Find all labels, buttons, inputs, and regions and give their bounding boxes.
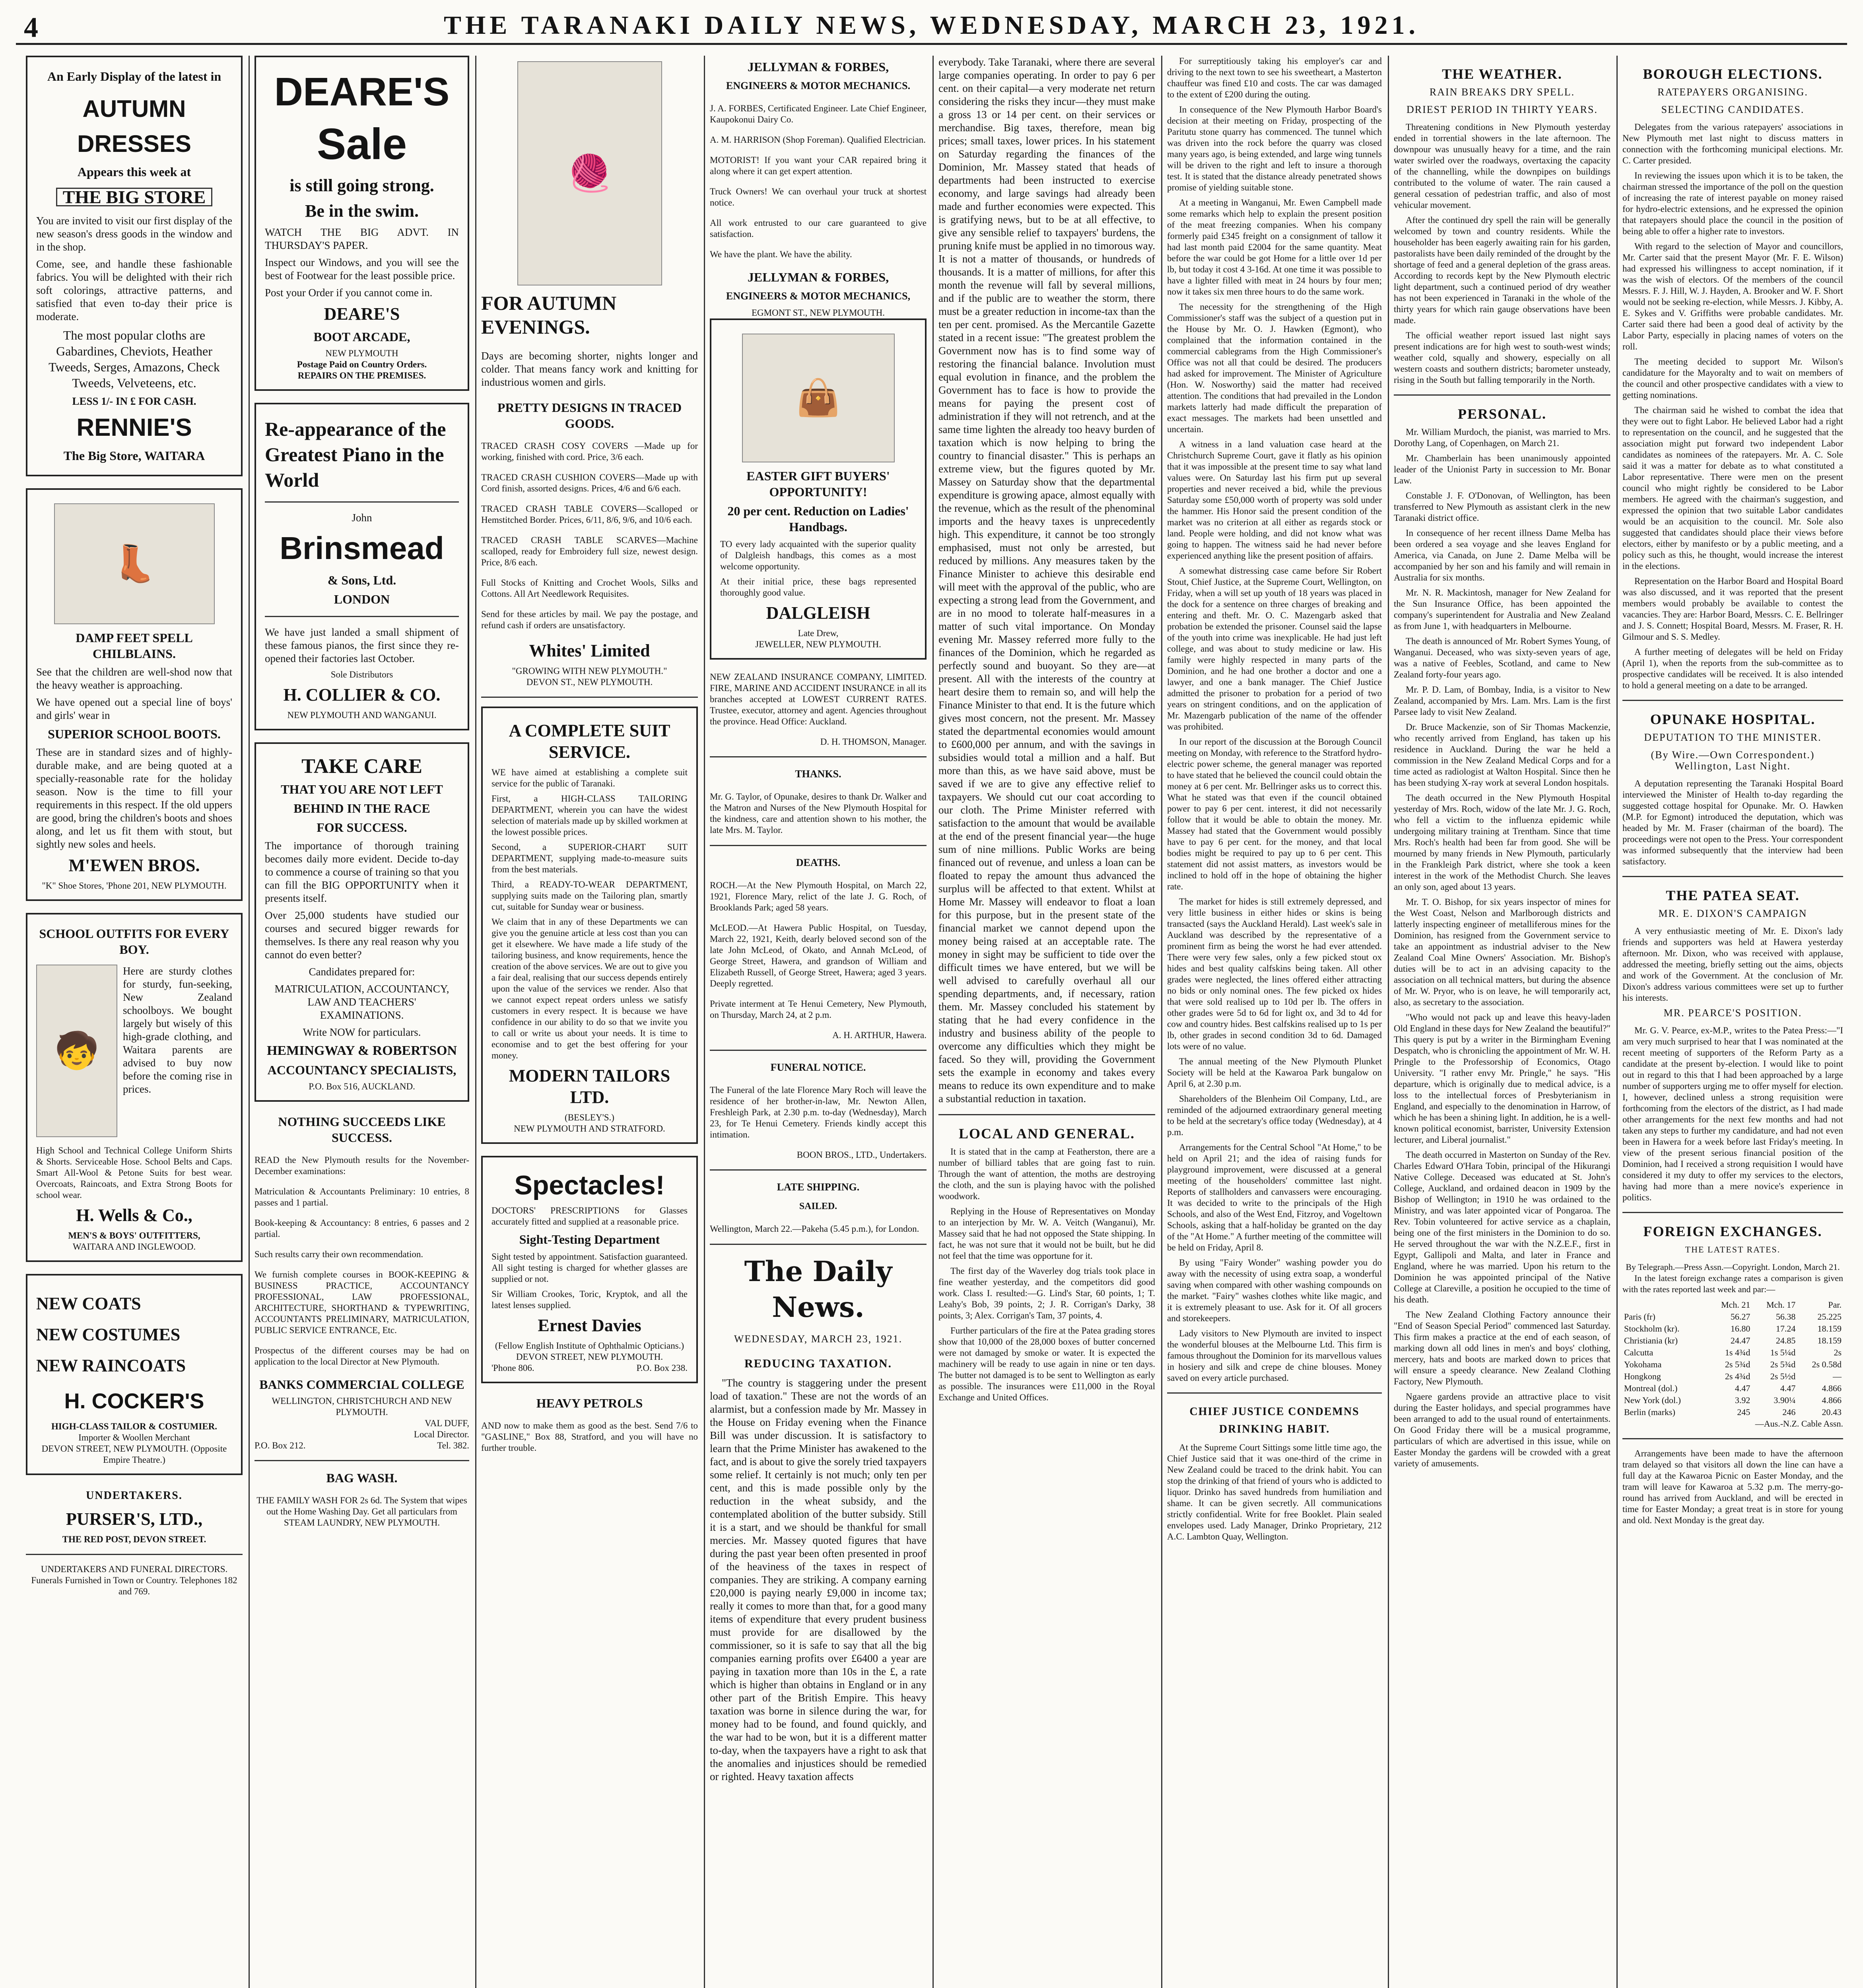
article-body: The death occurred in Masterton on Sunday of the Rev. Charles Edward O'Hara Tobin, principal of the Hikurangi Native College. Deceased was educated at St. John's College, Auckland, and ordained deacon in 1909 by the Bishop of Wellington; in 1910 he was ordained to the Ministry, and was later appointed vicar of Pongaroa. The Rev. Tobin volunteered for active service as a chaplain, being one of the first ministers in the Dominion to do so. He served throughout the war with the N.Z.E.F., first in Egypt, Gallipoli and Malta, and later in France and England, where he was married. Upon his return to the Dominion he was appointed principal of the Native College at Clareville, a position he occupied to the time of his death. [1394, 1150, 1610, 1305]
article-body: A further meeting of delegates will be held on Friday (April 1), when the reports from the sub-committee as to prospective candidates will be received. It is also intended to hold a general meeting on a date to be arranged. [1622, 647, 1843, 690]
article-body: With regard to the selection of Mayor and councillors, Mr. Carter said that the present Mayor (Mr. F. E. Wilson) had expressed his willingness to accept nomination, if it was the wish of electors. Of the members of the council Messrs. F. J. Hill, W. J. Hayden, A. Brooker and W. F. Short would not be seeking re-election, while Messrs. J. Kibby, A. E. Sykes and V. Griffiths were probable candidates. Mr. Carter said there had been a good deal of activity by the Labor Party, especially in placing names of voters on the roll. [1622, 241, 1843, 351]
notice-signature: D. H. THOMSON, Manager. [820, 737, 927, 747]
section-subheading: MR. E. DIXON'S CAMPAIGN [1658, 908, 1807, 919]
ad-body: THE FAMILY WASH FOR 2s 6d. The System that wipes out the Home Washing Day. Get all particulars from STEAM LAUNDRY, NEW PLYMOUTH. [256, 1495, 467, 1528]
ad-body: We have the plant. We have the ability. [710, 249, 852, 259]
firm-address: NEW PLYMOUTH [325, 348, 398, 358]
article-body: Ngaere gardens provide an attractive place to visit during the Easter holidays, and special programmes have been arranged to add to the usual round of entertainments. On Good Friday there will be a musical programme, particulars of which are advertised in this issue, while on Easter Monday the gardens will be crowded with a great variety of amusements. [1394, 1392, 1610, 1468]
ad-headline: THAT YOU ARE NOT LEFT [281, 782, 443, 796]
ad-text: Sole Distributors [330, 670, 393, 679]
firm-sub: (BESLEY'S.) [565, 1112, 614, 1122]
article-body: Mr. N. R. Mackintosh, manager for New Zealand for the Sun Insurance Office, has been appointed the company's superintendent for Australia and New Zealand as from June 1, with headquarters in Melbourne. [1394, 588, 1610, 631]
firm-address: DEVON STREET, NEW PLYMOUTH. [516, 1352, 663, 1362]
article-body: The annual meeting of the New Plymouth Plunket Society will be held at the Kawaroa Park bungalow on April 6, at 2.30 p.m. [1167, 1056, 1382, 1089]
ernest-davies-ad [481, 1156, 698, 1383]
newspaper-title: THE TARANAKI DAILY NEWS, WEDNESDAY, MARCH 23, 1921. [443, 11, 1420, 40]
notice-heading: DEATHS. [796, 857, 841, 868]
table-row: Yokohama 2s 5¾d 2s 5¾d 2s 0.58d [1624, 1359, 1842, 1369]
ad-body: Third, a READY-TO-WEAR DEPARTMENT, supplying suits made on the Tailoring plan, smartly cut, suitable for Sunday wear or business. [491, 879, 688, 912]
firm-address: EGMONT ST., NEW PLYMOUTH. [751, 308, 885, 318]
firm-sub: MEN'S & BOYS' OUTFITTERS, [68, 1231, 200, 1241]
section-subheading: DRIEST PERIOD IN THIRTY YEARS. [1406, 104, 1598, 115]
article-body: Constable J. F. O'Donovan, of Wellington, has been transferred to New Plymouth as assistant clerk in the new Taranaki district office. [1394, 491, 1610, 523]
notice-body: Mr. G. Taylor, of Opunake, desires to thank Dr. Walker and the Matron and Nurses of the New Plymouth Hospital for the kindness, care and attention shown to his mother, the late Mrs. M. Taylor. [710, 792, 927, 835]
list-item: TRACED CRASH TABLE COVERS—Scalloped or Hemstitched Border. Prices, 6/11, 8/6, 9/6, and 10/6 each. [481, 504, 698, 525]
ad-headline: Sight-Testing Department [519, 1232, 660, 1246]
heavy-petrols-ad [481, 1395, 698, 1454]
firm-name: H. Wells & Co., [76, 1206, 192, 1225]
article-body: Mr. Chamberlain has been unanimously appointed leader of the Unionist Party in succession to Mr. Bonar Law. [1394, 453, 1610, 485]
firm-address: P.O. Box 516, AUCKLAND. [309, 1081, 415, 1091]
ad-headline: DEARE'S [274, 70, 450, 114]
schoolboy-illustration-icon: 🧒 [36, 965, 117, 1137]
table-header: Mch. 21 [1721, 1300, 1750, 1310]
ad-body: We claim that in any of these Departments we can give you the genuine article at less cost than you can get it elsewhere. We have made a life study of the tailoring business, and know requirements, hence the creation of the above services. We are out to give you a fair deal, realising that our success depends entirely upon the value of the services we render. Also that we cannot expect repeat orders unless we satisfy customers in every respect. It is because we have confidence in our ability to do so that we invite you to call or write us about your needs. It is time to economise and to get the best offering for your money. [491, 917, 688, 1060]
mcewen-ad [26, 488, 243, 901]
ad-headline: A COMPLETE SUIT SERVICE. [509, 721, 670, 762]
firm-tagline: The Big Store, WAITARA [63, 448, 205, 463]
ad-headline: DRESSES [77, 130, 191, 157]
ad-headline: Spectacles! [514, 1170, 665, 1200]
ad-body: WE have aimed at establishing a complete suit service for the public of Taranaki. [491, 767, 688, 788]
ad-body: Second, a SUPERIOR-CHART SUIT DEPARTMENT, supplying made-to-measure suits from the best materials. [491, 842, 688, 874]
ad-headline: BAG WASH. [326, 1471, 398, 1485]
ad-body: A. M. HARRISON (Shop Foreman). Qualified Electrician. [710, 135, 926, 145]
ad-body: We have just landed a small shipment of these famous pianos, the first since they re-opened their factories last October. [265, 626, 459, 664]
ad-text: LONDON [334, 592, 390, 606]
ad-body: These are in standard sizes and of highly-durable make, and are being quoted at a specially-reasonable rate for the holiday season. Now is the time to fill your requirements in this respect. If the old uppers are good, bring the children's boots and shoes along, and let us fit them with stout, but sightly new soles and heels. [36, 746, 232, 850]
article-body: In consequence of her recent illness Dame Melba has been ordered a sea voyage and she leaves England for America, via Canada, on June 2. Dame Melba will be accompanied by her son and his family and will remain in Australia for six months. [1394, 528, 1610, 582]
ad-body: Such results carry their own recommendation. [254, 1249, 423, 1259]
column-rule [704, 56, 705, 1988]
article-body: The first day of the Waverley dog trials took place in fine weather yesterday, and the competitors did good work. Class I. resulted:—G. Lind's Star, 60 points, 1; T. Leahy's Bob, 39 points, 2; J. R. Corrigan's Darky, 38 points, 3; Alex. Corrigan's Tam, 37 points, 4. [938, 1266, 1155, 1320]
article-body: In our report of the discussion at the Borough Council meeting on Monday, with reference to the Stratford hydro-electric power scheme, the general manager was reported to have stated that he believed the council could obtain the money at 6 per cent. Mr. Bellringer asks us to correct this. What he stated was that even if the council obtained power to pay 6 per cent. interest, it did not necessarily follow that it would be able to obtain the money. Mr. Massey had stated that the Government would possibly have to pay 6 per cent. for the money, and that local bodies might be required to pay up to 6 per cent. This statement did not assist matters, as investors would be inclined to hold off in the hope of obtaining the higher rate. [1167, 737, 1382, 891]
article-body: A deputation representing the Taranaki Hospital Board interviewed the Minister of Health to-day regarding the suggested cottage hospital for Opunake. Mr. O. Hawken (M.P. for Egmont) introduced the deputation, which was headed by Mr. M. Fraser (chairman of the board). The proceedings were not open to the Press. Your correspondent was informed subsequently that the interview had been satisfactory. [1622, 779, 1843, 866]
notice-body: Private interment at Te Henui Cemetery, New Plymouth, on Thursday, March 24, at 2 p.m. [710, 999, 927, 1020]
ad-body: Post your Order if you cannot come in. [265, 287, 433, 299]
deare-ad [254, 56, 469, 391]
ad-body: Book-keeping & Accountancy: 8 entries, 6 passes and 2 partial. [254, 1218, 469, 1239]
section-subheading: MR. PEARCE'S POSITION. [1663, 1007, 1802, 1019]
article-body: A somewhat distressing case came before Sir Robert Stout, Chief Justice, at the Supreme Court, Wellington, on Friday, when a will set up youth of 18 years was placed in the dock for a sentence on three charges of breaking and entering and theft. Mr. O. C. Mazengarb asked that probation be extended the prisoner. Counsel said the lapse of the youth into crime was inexplicable. He had just left college, and was about to study medicine or law. His family were highly respected in many parts of the Dominion, and he had one brother a doctor and one a lawyer, and one a bank manager. The Chief Justice admitted the prisoner to probation for a period of two years on stringent conditions, and on the application of Mr. Mazengarb publication of the name of the offender was prohibited. [1167, 566, 1382, 732]
article-body: In consequence of the New Plymouth Harbor Board's decision at their meeting on Friday, prospecting of the Paritutu stone quarry has commenced. The tunnel which was driven into the rock before the quarry was closed many years ago, is being extended, and large wing tunnels will be driven to the right and left to insure a thorough test. It is stated that the distance already penetrated shows promise of yielding suitable stone. [1167, 105, 1382, 192]
firm-sub: Late Drew, [798, 628, 839, 638]
firm-name: DEARE'S [324, 304, 400, 324]
ad-body: At their initial price, these bags represented thoroughly good value. [720, 577, 916, 598]
section-subheading: DEPUTATION TO THE MINISTER. [1644, 732, 1822, 743]
firm-address: JEWELLER, NEW PLYMOUTH. [755, 639, 881, 649]
ad-body: Full Stocks of Knitting and Crochet Wools, Silks and Cottons. All Art Needlework Requisites. [481, 578, 698, 599]
firm-sub: BOOT ARCADE, [313, 330, 410, 344]
article-body: At a meeting in Wanganui, Mr. Ewen Campbell made some remarks which help to explain the present position of the meat freezing companies. When his company formerly paid £345 freight on a consignment of tallow it had last month paid £2004 for the same quantity. Meat before the war could be got Home for a little over 1d per lb, but today it cost 4 3-16d. At one time it was possible to have a lighter filled with meat in 24 hours by four men; now it takes six men three hours to do the same work. [1167, 198, 1382, 297]
article-body: It is stated that in the camp at Featherston, there are a number of billiard tables that are going fast to ruin. Through the want of attention, the moths are destroying the cloth, and the sun is playing havoc with the polished woodwork. [938, 1147, 1155, 1201]
column-rule [1161, 56, 1162, 1988]
cocker-ad [26, 1274, 243, 1475]
exchange-table [1622, 1299, 1843, 1418]
ad-body: Candidates prepared for: [309, 966, 415, 978]
column-5 [938, 56, 1155, 1988]
ad-headline: NEW COSTUMES [36, 1325, 181, 1344]
ad-body: J. A. FORBES, Certificated Engineer. Late Chief Engineer, Kaupokonui Dairy Co. [710, 103, 927, 124]
firm-address: NEW PLYMOUTH AND STRATFORD. [514, 1124, 665, 1134]
firm-sub: (Fellow English Institute of Ophthalmic Opticians.) [495, 1341, 684, 1351]
collier-ad [254, 403, 469, 730]
firm-name: PURSER'S, LTD., [66, 1509, 203, 1529]
ad-body: The importance of thorough training becomes daily more evident. Decide to-day to commence a course of training so that you can fill the BIG OPPORTUNITY when it presents itself. [265, 840, 459, 904]
firm-sub: ACCOUNTANCY SPECIALISTS, [267, 1063, 457, 1077]
list-item: TRACED CRASH CUSHION COVERS—Made up with Cord finish, assorted designs. Prices, 4/6 and 6/6 each. [481, 472, 698, 493]
firm-name: MODERN TAILORS LTD. [509, 1066, 670, 1107]
firm-note: Postage Paid on Country Orders. [297, 359, 427, 369]
ad-body: We have opened out a special line of boys' and girls' wear in [36, 696, 232, 721]
ad-body: MOTORIST! If you want your CAR repaired bring it along where it can get expert attention. [710, 155, 927, 176]
ad-body: TO every lady acquainted with the superior quality of Dalgleish handbags, this comes as a most welcome opportunity. [720, 539, 916, 571]
article-body: The chairman said he wished to combat the idea that they were out to fight Labor. He believed Labor had a right to representation on the council, and he suggested that the association might put forward two independent Labor candidates as nominees of the ratepayers. Mr. A. C. Sole said it was a matter for debate as to what constituted a Labor representative. There were men on the present council who might rightly be considered to be Labor members. He agreed with the chairman's suggestion, and expressed the opinion that two suitable Labor candidates would be an acquisition to the council. Mr. Sole also suggested that candidates should place their views before electors, either by manifesto or by a public meeting, and a policy such as this, he thought, would increase the interest in the elections. [1622, 405, 1843, 571]
ad-body: You are invited to visit our first display of the new season's dress goods in the window and in the shop. [36, 215, 232, 253]
firm-sub: ENGINEERS & MOTOR MECHANICS, [726, 290, 911, 302]
boot-illustration-icon: 👢 [54, 503, 215, 624]
jellyman-ad [710, 59, 927, 318]
section-heading: LOCAL AND GENERAL. [958, 1126, 1135, 1142]
article-body: A witness in a land valuation case heard at the Christchurch Supreme Court, gave it flatly as his opinion that it was impossible at the present time to say what land values were. On Saturday last his firm put up several properties and never received a bid, while the previous Saturday some £50,000 worth of property was sold under the hammer. His Honor said the present condition of the market was no criterion at all either as regards stock or land. People were holding, and did not know what was going to happen. The witness said he had never before experienced anything like the present position of affairs. [1167, 439, 1382, 561]
firm-name: BANKS COMMERCIAL COLLEGE [259, 1377, 464, 1392]
ad-body: Come, see, and handle these fashionable fabrics. You will be delighted with their rich soft colorings, attractive patterns, and satisfied that even to-day their price is moderate. [36, 258, 232, 322]
ad-body: DOCTORS' PRESCRIPTIONS for Glasses accurately fitted and supplied at a reasonable price. [491, 1206, 688, 1227]
ad-body: Inspect our Windows, and you will see the best of Footwear for the least possible price. [265, 256, 459, 282]
article-body: "The country is staggering under the present load of taxation." These are not the words of an alarmist, but a confession made by Mr. Massey in the House on Friday evening when the Finance Bill was under discussion. It is satisfactory to learn that the Prime Minister has awakened to the fact, and is about to give the sorely tried taxpayers some relief. It certainly is not much; only ten per cent, and this is made possible only by the reduction in the wheat subsidy, and the contemplated abolition of the butter subsidy. Still it is a start, and we should be thankful for small mercies. Mr. Massey quoted figures that have during the past year been often presented in proof of the heaviness of the taxes in respect of companies. They are striking. A company earning £20,000 is paying nearly £9,000 in income tax; really it comes to more than that, for a good many items of expenditure that every prudent business must provide for are disallowed by the commissioner, so it is safe to say that all the big companies earning profits over £6400 a year are paying in taxation more than 10s in the £, a rate which is higher than obtains in England or in any other part of the British Empire. This heavy taxation was borne in silence during the war, for money had to be found, and found quickly, and the war had to be won, but it is a different matter to-day, when the taxpayers have a right to ask that the anomalies and injustices should be remedied or righted. Heavy taxation affects [710, 1377, 927, 1782]
ad-headline: JELLYMAN & FORBES, [747, 60, 889, 74]
table-header: Mch. 17 [1766, 1300, 1796, 1310]
ad-body: High School and Technical College Uniform Shirts & Shorts. Serviceable Hose. School Belts and Caps. Smart All-Wool & Petone Suits for best wear. Overcoats, Raincoats, and Extra Strong Boots for school wear. [36, 1145, 232, 1200]
column-2 [254, 56, 469, 1988]
article-body: everybody. Take Taranaki, where there are several large companies operating. In order to pay 6 per cent. on their capital—a very moderate net return considering the risks they incur—they must make a gross 13 or 14 per cent. on their services or merchandise. Big taxes, therefore, mean big prices; small taxes, lower prices. In his statement on Saturday regarding the finances of the Dominion, Mr. Massey stated that heads of departments had been instructed to exercise economy, and large savings had already been made and further economies were expected. This is gratifying news, but to be at all effective, to give any sensible relief to taxpayers' burdens, the pruning knife must be applied in no timorous way. It is not a matter of thousands, or hundreds of thousands. It is a matter of millions, for after this month the revenue will fall by several millions, and if the public are to weather the storm, there must be a greater reduction in income-tax than the ten per cent. promised. As the Mercantile Gazette stated in a recent issue: "The greatest problem the Government now has is to find some way of restoring the financial balance. Involution must equal evolution in finance, and the problem the Government has to face is how to provide the means for paying the present cost of administration if they will not retrench, and at the same time lighten the already too heavy burden of taxation which is now helping to bring the country to financial disaster." This is perhaps an extreme view, but the figures quoted by Mr. Massey on Saturday show that the departmental expenditure is growing apace, almost equally with the revenue, which as the result of the phenominal imports and the heavy taxes is unprecedently high. This expenditure, it cannot be too strongly emphasised, must not only be arrested, but reduced by millions. Any measures taken by the Finance Minister to achieve this desirable end will meet with the approval of the public, who are expecting a strong lead from the Government, and are in no mood to tolerate half-measures in a matter of such vital importance. On Monday evening Mr. Massey referred more fully to the finances of the Dominion, which he regarded as perfectly sound and buoyant. So they are—at present. All with the interests of the country at heart desire them to remain so, and will help the Finance Minister to that end. It is the future which gives most concern, not the present. Mr. Massey stated the departmental economies would amount to £600,000 per annum, and with the savings in subsidies would total a million and a half. But more than this, as we have said above, must be saved if we are to give any effective relief to taxpayers. We should cut our coat according to our cloth. The Prime Minister referred with satisfaction to the amount that would be available at the end of the present financial year—the huge sum of nine millions. Public Works are being financed out of revenue, and unless a loan can be floated to repay the amount thus advanced the surplus will be affected to that extent. Whilst at Home Mr. Massey will endeavor to float a loan for this purpose, but in the present state of the financial market we cannot depend upon the money being raised at an acceptable rate. The money in sight may be sufficient to tide over the difficult times we have entered, but we will be well advised to carefully overhaul all our spending departments, and, if necessary, ration them. Mr. Massey concluded his statement by stating that he had every confidence in the industry and business ability of the people to overcome any difficulties which they might be faced. So they will, providing the Government sets the example in economy and takes every means to reduce its own expenditure and to make a substantial reduction in taxation. [938, 56, 1155, 1105]
banks-ad [254, 1114, 469, 1451]
whites-ad [481, 61, 698, 688]
article-body: The death is announced of Mr. Robert Symes Young, of Wanganui. Deceased, who was sixty-seven years of age, was a native of Feebles, Scotland, and came to New Zealand forty-four years ago. [1394, 636, 1610, 679]
firm-phone: 'Phone 806. [491, 1363, 534, 1373]
dateline: By Telegraph.—Press Assn.—Copyright. London, March 21. [1626, 1262, 1840, 1272]
table-row: Hongkong 2s 4¾d 2s 5½d — [1624, 1371, 1842, 1381]
article-body: Mr. William Murdoch, the pianist, was married to Mrs. Dorothy Lang, of Copenhagen, on March 21. [1394, 427, 1610, 448]
dateline: (By Wire.—Own Correspondent.) Wellington, Last Night. [1651, 749, 1815, 772]
ad-intro: An Early Display of the latest in [47, 69, 221, 83]
article-body: After the continued dry spell the rain will be generally welcomed by town and country residents. While the householder has been eagerly awaiting rain for his garden, pastoralists have been daily reminded of the drought by the shortage of feed and a general depletion of the grass areas. According to records kept by the New Plymouth electric light department, such a continued period of dry weather has not been experienced in Taranaki in the whole of the thirty years for which rain gauge observations have been made. [1394, 215, 1610, 325]
ad-body: READ the New Plymouth results for the November-December examinations: [254, 1155, 469, 1176]
ad-body: WATCH THE BIG ADVT. IN THURSDAY'S PAPER. [265, 226, 459, 251]
article-body: Arrangements for the Central School "At Home," to be held on April 21; and the idea of raising funds for playground improvement, were discussed at a general meeting of the householders' committee last night. Reports of stallholders and canvassers were encouraging. It was decided to write to the principals of the High Schools, and also of the West End, Fitzroy, and Vogeltown Schools, asking that a half-holiday be granted on the day of the "At Home." A further meeting of the committee will be held on Friday, April 8. [1167, 1142, 1382, 1252]
article-body: Lady visitors to New Plymouth are invited to inspect the wonderful blouses at the Melbourne Ltd. This firm is famous throughout the Dominion for its marvellous values in hosiery and silk and crepe de chine blouses. Money saved on every article purchased. [1167, 1328, 1382, 1383]
firm-sub: "GROWING WITH NEW PLYMOUTH." [512, 666, 667, 676]
article-body: For surreptitiously taking his employer's car and driving to the next town to see his sweetheart, a Masterton chauffeur was fined £10 and costs. The car was damaged to the extent of £200 during the outing. [1167, 56, 1382, 99]
article-body: Mr. T. O. Bishop, for six years inspector of mines for the West Coast, Nelson and Marlborough districts and latterly inspecting engineer of metalliferous mines for the Dominion, has resigned from the Government service to take an appointment as industrial adviser to the New Zealand Coal Mine Owners' Association. Mr. Bishop's duties will be to act in an advising capacity to the association on all technical matters, but during the absence of Mr. W. Pryor, who is on leave, he will temporarily act, also, as secretary to the association. [1394, 897, 1610, 1007]
section-subheading: THE LATEST RATES. [1685, 1244, 1781, 1254]
ad-headline: SUPERIOR SCHOOL BOOTS. [48, 727, 221, 741]
firm-address: WELLINGTON, CHRISTCHURCH AND NEW PLYMOUTH. [272, 1396, 452, 1417]
column-7 [1394, 56, 1610, 1988]
article-body: Replying in the House of Representatives on Monday to an interjection by Mr. W. A. Veitch (Wanganui), Mr. Massey said that he had not opposed the State shipping. In fact, he was not sure that it would not be built, but he did not feel that the time was opportune for it. [938, 1206, 1155, 1261]
ad-body: MATRICULATION, ACCOUNTANCY, LAW AND TEACHERS' EXAMINATIONS. [274, 983, 449, 1021]
shipping-notice [710, 1179, 927, 1235]
article-body: Delegates from the various ratepayers' associations in New Plymouth met last night to discuss matters in connection with the forthcoming municipal elections. Mr. C. Carter presided. [1622, 122, 1843, 165]
undertakers-ad [26, 1487, 243, 1597]
ad-body: Matriculation & Accountants Preliminary: 10 entries, 8 passes and 1 partial. [254, 1186, 469, 1208]
table-row: Stockholm (kr). 16.80 17.24 18.159 [1624, 1324, 1842, 1334]
ad-headline: NOTHING SUCCEEDS LIKE SUCCESS. [278, 1114, 446, 1145]
column-rule [1388, 56, 1389, 1988]
funeral-notice [710, 1060, 927, 1161]
firm-sub: UNDERTAKERS AND FUNERAL DIRECTORS. [41, 1564, 228, 1574]
firm-address: DEVON STREET, NEW PLYMOUTH. (Opposite Empire Theatre.) [41, 1444, 227, 1465]
firm-note: Funerals Furnished in Town or Country. Telephones 182 and 769. [31, 1575, 237, 1596]
article-body: The necessity for the strengthening of the High Commissioner's staff was the subject of a question put in the House by Mr. O. J. Hawken (Egmont), who complained that the information contained in the commercial cablegrams from the High Commissioner's Office was not all that could be desired. The producers had asked for improvement. The Minister of Agriculture (Hon. W. Nosworthy) said the matter had received attention. The conditions that had prevailed in the London markets latterly had made difficult the preparation of exact messages. The markets had been unsettled and uncertain. [1167, 302, 1382, 434]
firm-name: H. COLLIER & CO. [283, 685, 441, 705]
notice-body: NEW ZEALAND INSURANCE COMPANY, LIMITED. FIRE, MARINE AND ACCIDENT INSURANCE in all its branches accepted at LOWEST CURRENT RATES. Trustee, executor, attorney and agent. Agencies throughout the province. Head Office: Auckland. [710, 672, 927, 726]
column-rule [932, 56, 934, 1988]
ad-body: Sight tested by appointment. Satisfaction guaranteed. All sight testing is charged for whether glasses are supplied or not. [491, 1252, 688, 1284]
ad-body: Truck Owners! We can overhaul your truck at shortest notice. [710, 186, 927, 208]
column-rule [1616, 56, 1618, 1988]
ad-headline: FOR AUTUMN EVENINGS. [481, 292, 617, 338]
column-6 [1167, 56, 1382, 1988]
section-subheading: SELECTING CANDIDATES. [1661, 104, 1805, 115]
ad-headline: EASTER GIFT BUYERS' OPPORTUNITY! [746, 469, 890, 499]
column-rule [475, 56, 476, 1988]
firm-tel: Tel. 382. [437, 1441, 469, 1450]
ad-body: Sir William Crookes, Toric, Kryptok, and all the latest lenses supplied. [491, 1289, 688, 1310]
article-body: At the Supreme Court Sittings some little time ago, the Chief Justice said that it was one-third of the crime in New Zealand could be traced to the drink habit. You can stop the drinking of that friend of yours who is addicted to liquor. Drinko has saved hundreds from humiliation and shame. It can be given secretly. All communications strictly confidential. Write for free Booklet. Plain sealed envelopes used. Lady Manager, Drinko Proprietary, 212 A.C. Lambton Quay, Wellington. [1167, 1442, 1382, 1541]
firm-address: "K" Shoe Stores, 'Phone 201, NEW PLYMOUTH. [42, 881, 227, 891]
notice-heading: FUNERAL NOTICE. [770, 1062, 866, 1073]
notice-heading: SAILED. [799, 1201, 837, 1211]
firm-name: JELLYMAN & FORBES, [747, 270, 889, 284]
ad-headline: is still going strong. [289, 176, 434, 195]
section-subheading: RAIN BREAKS DRY SPELL. [1429, 86, 1575, 98]
article-body: In the latest foreign exchange rates a comparison is given with the rates reported last week and par:— [1622, 1273, 1843, 1294]
notice-heading: THANKS. [795, 768, 841, 780]
section-heading: OPUNAKE HOSPITAL. [1650, 711, 1816, 727]
article-body: The meeting decided to support Mr. Wilson's candidature for the Mayoralty and to wait on members of the council and other prospective candidates with a view to getting nominations. [1622, 357, 1843, 400]
article-body: The official weather report issued last night says present indications are for high west to south-west winds; weather cold, squally and showery, especially on all western coasts and southern districts; barometer unsteady, rising in the South but falling temporarily in the North. [1394, 330, 1610, 385]
section-heading: THE PATEA SEAT. [1666, 887, 1800, 903]
section-heading: BOROUGH ELECTIONS. [1643, 66, 1823, 82]
ad-body: The most popular cloths are Gabardines, Cheviots, Heather Tweeds, Serges, Amazons, Check Tweeds, Velveteens, etc. [49, 328, 220, 390]
ad-headline: ENGINEERS & MOTOR MECHANICS. [726, 80, 911, 91]
article-body: "Who would not pack up and leave this heavy-laden Old England in these days for New Zealand the beautiful?" This query is put by a writer in the Birmingham Evening Despatch, who is chronicling the appointment of Mr. W. H. Pringle to the Professorship of Economics, Otago University. "I rather envy Mr. Pringle," he says. "His departure, which is originally due to medical advice, is a loss to the intellectual forces of Presbyterianism in England, and especially to the denomination in Harrow, of which he has been a shining light. In addition, he is a well-known political economist, barrister, University Extension lecturer, and Liberal journalist." [1394, 1012, 1610, 1145]
table-row: Christiania (kr) 24.47 24.85 18.159 [1624, 1336, 1842, 1345]
notice-body: ROCH.—At the New Plymouth Hospital, on March 22, 1921, Florence Mary, relict of the late J. G. Roch, of Brooklands Park; aged 58 years. [710, 880, 927, 912]
ad-body: All work entrusted to our care guaranteed to give satisfaction. [710, 218, 927, 239]
firm-address: DEVON ST., NEW PLYMOUTH. [526, 677, 653, 687]
ad-headline: TAKE CARE [301, 755, 422, 778]
firm-name: HEMINGWAY & ROBERTSON [266, 1043, 457, 1058]
ad-headline: Sale [317, 120, 407, 169]
ad-body: We furnish complete courses in BOOK-KEEPING & BUSINESS PRACTICE, ACCOUNTANCY PROFESSIONAL, LAW PROFESSIONAL, ARCHITECTURE, SHORTHAND & TYPEWRITING, ACCOUNTANTS PRELIMINARY, MATRICULATION, PUBLIC SERVICE ENTRANCE, Etc. [254, 1270, 469, 1335]
table-header-row [1622, 1299, 1843, 1311]
ad-body: AND now to make them as good as the best. Send 7/6 to "GASLINE," Box 88, Stratford, and you will have no further trouble. [481, 1421, 698, 1453]
table-row: Calcutta 1s 4¾d 1s 5¼d 2s [1624, 1347, 1842, 1357]
ad-body: Days are becoming shorter, nights longer and colder. That means fancy work and knitting for industrious women and girls. [481, 350, 698, 388]
table-source: —Aus.-N.Z. Cable Assn. [1755, 1419, 1843, 1429]
ad-headline: DAMP FEET SPELL CHILBLAINS. [76, 631, 193, 661]
section-heading: PERSONAL. [1457, 406, 1547, 422]
notice-heading: LATE SHIPPING. [777, 1181, 860, 1193]
paper-nameplate: The Daily News. [744, 1255, 892, 1324]
firm-address: WAITARA AND INGLEWOOD. [72, 1242, 196, 1252]
firm-director: VAL DUFF, [425, 1418, 469, 1428]
firm-name: M'EWEN BROS. [68, 856, 200, 875]
table-row: Montreal (dol.) 4.47 4.47 4.866 [1624, 1383, 1842, 1393]
column-rule [249, 56, 250, 1988]
ad-body: Here are sturdy clothes for sturdy, fun-seeking, New Zealand schoolboys. We bought largely but wisely of this high-grade clothing, and Waitara parents are advised to buy now before the coming rise in prices. [123, 965, 232, 1095]
column-3 [481, 56, 698, 1988]
firm-name: H. COCKER'S [64, 1389, 204, 1413]
firm-sub: HIGH-CLASS TAILOR & COSTUMIER. [51, 1421, 218, 1431]
firm-note: REPAIRS ON THE PREMISES. [297, 371, 426, 381]
firm-box: P.O. Box 212. [254, 1441, 306, 1450]
table-row: Paris (fr) 56.27 56.38 25.225 [1624, 1312, 1842, 1322]
big-store-logo: THE BIG STORE [56, 188, 213, 206]
ad-headline: PRETTY DESIGNS IN TRACED GOODS. [497, 400, 682, 431]
firm-sub: Importer & Woollen Merchant [78, 1433, 190, 1442]
section-subheading: RATEPAYERS ORGANISING. [1657, 86, 1808, 98]
deaths-notice [710, 855, 927, 1041]
firm-role: Local Director. [414, 1429, 469, 1439]
column-4 [710, 56, 927, 1988]
table-header [1622, 1299, 1707, 1311]
ad-headline: HEAVY PETROLS [536, 1396, 643, 1410]
ad-text: & Sons, Ltd. [327, 573, 396, 587]
firm-name: DALGLEISH [766, 603, 870, 623]
article-body: Mr. P. D. Lam, of Bombay, India, is a visitor to New Zealand, accompanied by Mrs. Lam. Mrs. Lam is the first Parsee lady to visit New Zealand. [1394, 685, 1610, 717]
brand-name: Brinsmead [280, 530, 444, 566]
firm-address: THE RED POST, DEVON STREET. [62, 1534, 206, 1544]
section-heading: FOREIGN EXCHANGES. [1643, 1223, 1822, 1239]
editorial [710, 1254, 927, 1783]
notice-body: McLEOD.—At Hawera Public Hospital, on Tuesday, March 22, 1921, Keith, dearly beloved second son of the late John McLeod, of Okato, and Annah McLeod, of George Street, Hawera, and grandson of William and Elizabeth Russell, of George Street, Hawera; aged 3 years. Deeply regretted. [710, 923, 927, 988]
article-body: The death occurred in the New Plymouth Hospital yesterday of Mrs. Roch, widow of the late Mr. J. G. Roch, who fell a victim to the influenza epidemic while undergoing military training at Trentham. Since that time Mrs. Roch's health had been far from good. She will be mourned by many friends in New Plymouth, particularly in the Frankleigh Park district, where she took a keen interest in the work of the Methodist Church. She leaves an only son, aged about 13 years. [1394, 793, 1610, 892]
ad-text: Appears this week at [77, 165, 191, 179]
ad-headline: Be in the swim. [305, 201, 419, 221]
ad-headline: NEW COATS [36, 1294, 141, 1313]
article-body: By using "Fairy Wonder" washing powder you do away with the necessity of using extra soap, a wonderful saving when compared with other washing compounds on the market. "Fairy" washes clothes white like magic, and it is extremely pleasant to use. Ask for it. Of all grocers and storekeepers. [1167, 1258, 1382, 1323]
firm-name: RENNIE'S [76, 414, 192, 441]
list-item: TRACED CRASH COSY COVERS —Made up for working, finished with cord. Price, 3/6 each. [481, 441, 698, 462]
table-row: New York (dol.) 3.92 3.90¼ 4.866 [1624, 1395, 1842, 1405]
article-body: In reviewing the issues upon which it is to be taken, the chairman stressed the importance of the poll on the question of increasing the rate of interest payable on money raised for hydro-electric extensions, and he expressed the opinion that ratepayers should place the council in the position of being able to offer a higher rate to investors. [1622, 171, 1843, 236]
section-heading: THE WEATHER. [1442, 66, 1562, 82]
notice-body: Wellington, March 22.—Pakeha (5.45 p.m.), for London. [710, 1224, 919, 1234]
article-body: Threatening conditions in New Plymouth yesterday ended in torrential showers in the late afternoon. The downpour was unusually heavy for a time, and the rain water swirled over the roadways, overtaxing the capacity of the channelling, while the downpipes on buildings contributed to the volume of water. The rain caused a general cessation of pedestrian traffic, and also of most vehicular movement. [1394, 122, 1610, 210]
notice-body: The Funeral of the late Florence Mary Roch will leave the residence of her brother-in-law, Mr. Newton Allen, Freshleigh Park, at 2.30 p.m. to-day (Wednesday), March 23, for Te Henui Cemetery. Friends kindly accept this intimation. [710, 1085, 927, 1140]
ad-body: First, a HIGH-CLASS TAILORING DEPARTMENT, wherein you can have the widest selection of materials made up by skilled workmen at the lowest possible prices. [491, 794, 688, 837]
editorial-date: WEDNESDAY, MARCH 23, 1921. [734, 1333, 903, 1345]
article-body: Representation on the Harbor Board and Hospital Board was also discussed, and it was reported that the present members would probably be available to contest the vacancies. They are: Harbor Board, Messrs. C. E. Bellringer and J. S. Connett; Hospital Board, Messrs. M. Fraser, R. H. Gilmour and S. S. Medley. [1622, 576, 1843, 642]
ad-body: Send for these articles by mail. We pay the postage, and refund cash if orders are unsatisfactory. [481, 609, 698, 630]
ad-body: Write NOW for particulars. [303, 1026, 421, 1038]
article-body: The New Zealand Clothing Factory announce their "End of Season Special Period" commenced last Saturday. This firm makes a practice at the end of each season, of marking down all odd lines in men's and boys' clothing, mercery, hats and boots are marked down to prices that will ensure a speedy clearance. New Zealand Clothing Factory, New Plymouth. [1394, 1310, 1610, 1386]
article-heading: REDUCING TAXATION. [744, 1357, 892, 1370]
ad-headline: BEHIND IN THE RACE [293, 801, 430, 815]
article-body: The market for hides is still extremely depressed, and very little business in either hides or skins is being transacted (says the Auckland Herald). Last week's sale in Auckland was described by the representative of a prominent firm as being the worst he had ever attended. There were very few sales, only a few picked stout ox hides and best quality calfskins being taken. All other grades were neglected, the lines offered either attracting no bids or only nominal ones. The few picked ox hides that were sold realised up to 10d per lb. The offers in other grades were 5d to 6d for light ox, and 3d to 4d for cow and country hides. Best calfskins realised up to 1s per lb, other grades in second condition 3d to 6d. Damaged lots were of no value. [1167, 897, 1382, 1051]
firm-box: P.O. Box 238. [636, 1363, 688, 1373]
ad-headline: 20 per cent. Reduction on Ladies' Handbags. [727, 504, 909, 534]
article-body: Dr. Bruce Mackenzie, son of Sir Thomas Mackenzie, who recently arrived from England, has taken up his residence in Auckland. During the war he held a commission in the New Zealand Medical Corps and for a time acted as radiologist at Walton Hospital. Since then he has been studying X-ray work at several London hospitals. [1394, 722, 1610, 788]
bagwash-ad [254, 1470, 469, 1528]
article-body: Further particulars of the fire at the Patea grading stores show that 10,000 of the 28,000 boxes of butter concerned were not damaged by smoke or water. It is expected the machinery will be ready to use again in nine or ten days. The butter not damaged is to be sent to Wellington as early as possible. The insurances were £11,000 in the Royal Exchange and United Offices. [938, 1326, 1155, 1402]
masthead [16, 7, 1847, 45]
table-row: Berlin (marks) 245 246 20.43 [1624, 1407, 1842, 1417]
firm-name: Ernest Davies [538, 1316, 641, 1335]
suit-service-ad [481, 707, 698, 1144]
woman-knitting-illustration-icon: 🧶 [517, 61, 662, 285]
page-number: 4 [24, 12, 38, 43]
dalgleish-ad [710, 318, 927, 660]
firm-address: NEW PLYMOUTH AND WANGANUI. [287, 710, 437, 720]
article-body: Shareholders of the Blenheim Oil Company, Ltd., are reminded of the adjourned extraordinary general meeting to be held at the secretary's office today (Wednesday), at 4 p.m. [1167, 1094, 1382, 1137]
ad-text: John [352, 512, 372, 524]
handbag-illustration-icon: 👜 [742, 334, 895, 462]
article-heading: CHIEF JUSTICE CONDEMNS DRINKING HABIT. [1189, 1406, 1360, 1435]
ad-headline: SCHOOL OUTFITS FOR EVERY BOY. [39, 926, 229, 957]
ad-body: Prospectus of the different courses may be had on application to the local Director at New Plymouth. [254, 1345, 469, 1367]
ad-headline: NEW RAINCOATS [36, 1356, 186, 1375]
insurance-notice [710, 672, 927, 747]
ad-body: Over 25,000 students have studied our courses and secured bigger rewards for themselves. Is there any real reason why you cannot do even better? [265, 909, 459, 961]
article-body: A very enthusiastic meeting of Mr. E. Dixon's lady friends and supporters was held at Hawera yesterday afternoon. Mr. Dixon, who was received with applause, addressed the meeting, briefly setting out the aims, objects and work of the Government. At the conclusion of Mr. Dixon's address various committees were set up to further his interests. [1622, 926, 1843, 1003]
list-item: TRACED CRASH TABLE SCARVES—Machine scalloped, ready for Embroidery full size, newest design. Price, 8/6 each. [481, 535, 698, 567]
wells-ad [26, 913, 243, 1262]
column-1 [26, 56, 243, 1988]
ad-headline: Re-appearance of the Greatest Piano in the World [265, 418, 446, 491]
article-body: Arrangements have been made to have the afternoon tram delayed so that visitors all down the line can have a full day at the Kawaroa Picnic on Easter Monday, and the tram will leave for Kawaroa at 5.32 p.m. The merry-go-round has arrived from Auckland, and will be erected in time for Easter Monday; a great treat is in store for young and old. Next Monday is the great day. [1622, 1448, 1843, 1525]
section-heading: UNDERTAKERS. [86, 1489, 183, 1502]
notice-signature: A. H. ARTHUR, Hawera. [832, 1030, 927, 1040]
ad-body: See that the children are well-shod now that the heavy weather is approaching. [36, 666, 232, 691]
thanks-notice [710, 766, 927, 836]
big-store-ad [26, 56, 243, 476]
hemingway-ad [254, 742, 469, 1102]
column-8 [1622, 56, 1843, 1988]
table-header: Par. [1828, 1300, 1842, 1310]
ad-headline: AUTUMN [82, 95, 186, 122]
notice-signature: BOON BROS., LTD., Undertakers. [796, 1150, 927, 1160]
ad-headline: FOR SUCCESS. [317, 820, 407, 835]
firm-name: Whites' Limited [529, 641, 650, 660]
article-body: Mr. G. V. Pearce, ex-M.P., writes to the Patea Press:—"I am very much surprised to hear that I was nominated at the recent meeting of supporters of the Reform Party as a candidate at the present by-election. I would like to point out in regard to this that I had been approached by a large number of supporters urging me to offer myself for election. I, however, declined unless a strong requisition were forthcoming from the electors of the district, as I had made other arrangements for the next few months and had not taken any steps to further my candidature, and had not even been in Hawera for a week before last Friday's meeting. In view of the present serious financial position of the Dominion, had I received a strong requisition I would have considered it my duty to offer my services to the electors, having had more than a mere novice's experience in politics. [1622, 1025, 1843, 1202]
ad-discount: LESS 1/- IN £ FOR CASH. [72, 395, 196, 407]
